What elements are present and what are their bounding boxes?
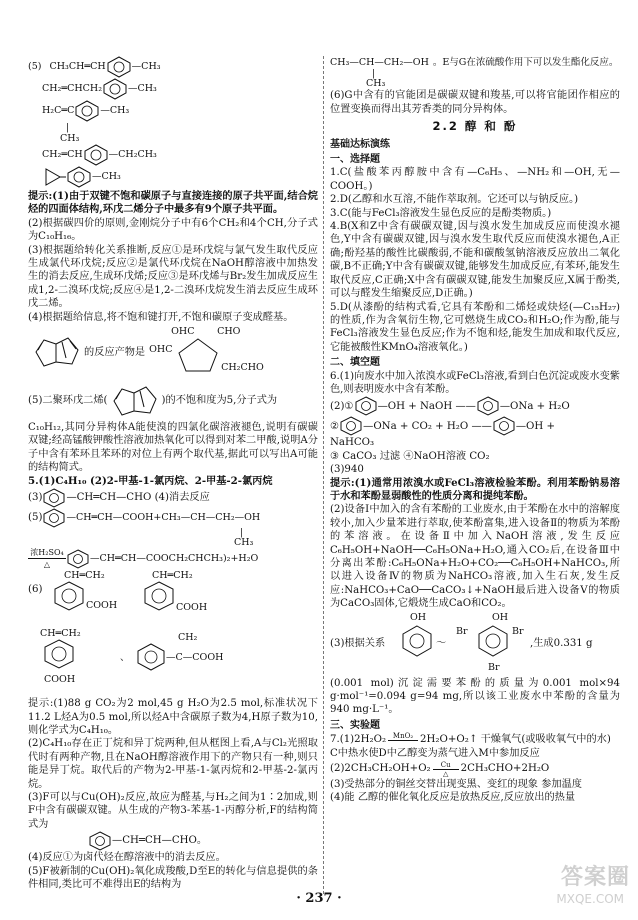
benzene-ring-icon <box>106 56 132 78</box>
part-title-choice: 一、选择题 <box>330 154 380 166</box>
hydroxyl-label: OH <box>410 611 427 623</box>
choice-2: 2.D(乙醇和水互溶,不能作萃取剂。它还可以与钠反应。) <box>330 194 579 206</box>
reaction-4 <box>28 325 318 381</box>
hint-8-structure <box>28 831 318 851</box>
cooh-label: COOH <box>176 602 208 614</box>
hint-4: (4)根据题给信息,将不饱和键打开,不饱和碳原子变成醛基。 <box>28 311 294 323</box>
text-fragment: —CH═CH—CHO (4)消去反应 <box>66 492 210 504</box>
answer-6-hint: (6)G中含有的官能团是碳碳双键和羧基,可以将官能团作相应的位置变换而得出其芳香类的同分异构体。 <box>330 90 620 115</box>
answer-5-5-product <box>28 548 318 569</box>
benzene-ring-icon <box>42 508 66 528</box>
structure-text: H₂C═C <box>42 105 75 117</box>
text-fragment: (3) <box>28 492 43 504</box>
part-title-experiment: 三、实验题 <box>330 719 380 731</box>
fill-6-2-nahco3: NaHCO₃ <box>330 437 375 449</box>
vinyl-label: CH═CH₂ <box>40 628 81 640</box>
structure-text: —CH₃ <box>128 83 157 95</box>
structure-text: —CH₂CH₃ <box>108 149 157 161</box>
text-fragment: (5)二聚环戊二烯( <box>28 395 108 407</box>
condition-label: 浓H₂SO₄ <box>30 548 64 558</box>
experiment-7-1 <box>330 732 620 747</box>
ch2cho-label: CH₂CHO <box>221 362 264 374</box>
fill-hint-1: 提示:(1)通常用浓溴水或FeCl₃溶液检验苯酚。利用苯酚钠易溶于水和苯酚显弱酸性的性质分离和提纯苯酚。 <box>330 476 620 502</box>
left-column <box>28 56 318 891</box>
text-fragment: (5) <box>28 512 43 524</box>
text-fragment: —ONa + H₂O <box>499 400 570 412</box>
choice-1: 1.C(盐酸苯丙醇胺中含有—C₆H₅、—NH₂和—OH,无—COOH。) <box>330 167 620 192</box>
structure-text: CH₃ <box>60 133 80 144</box>
benzene-ring-icon <box>66 166 92 188</box>
vinyl-label: CH═CH₂ <box>64 570 105 582</box>
structure-4 <box>28 144 318 166</box>
catalyst-label: Cu <box>440 760 451 769</box>
part-title-fill: 二、填空题 <box>330 357 380 369</box>
benzene-ring-icon <box>339 416 363 436</box>
benzene-ring-icon <box>42 488 66 508</box>
structure-text: CH₂═CH <box>42 149 83 161</box>
answer-6-structures: (6) CH═CH₂ COOH CH═CH₂ COOH CH═CH₂ COOH 、 CH₂ —C—COOH <box>28 570 224 686</box>
phenol-ring-icon <box>400 625 434 657</box>
text-fragment: —CH═CH—CHO。 <box>112 835 208 847</box>
cooh-label: COOH <box>86 600 118 612</box>
fill-6-2-3: ③ CaCO₃ 过滤 ④NaOH溶液 CO₂ <box>330 450 490 462</box>
benzene-ring-icon <box>88 831 112 851</box>
fill-6-2-reaction-1 <box>330 396 620 416</box>
ch2-label: CH₂ <box>178 632 198 644</box>
text-fragment: ,生成0.331 g <box>530 637 593 649</box>
benzene-ring-icon <box>83 144 109 166</box>
benzene-ring-icon <box>142 581 176 611</box>
hydroxyl-label: OH <box>492 611 509 623</box>
heat-label: △ <box>43 560 51 570</box>
question-label: (6) <box>28 584 43 596</box>
structure-1 <box>28 56 318 78</box>
cho-label: CHO <box>217 326 241 338</box>
structure-2 <box>28 78 318 100</box>
choice-4: 4.B(X和Z中含有碳碳双键,因与溴水发生加成反应而使溴水褪色,Y中含有碳碳双键,因与溴水发生取代反应而使溴水褪色,A正确;酚羟基的酸性比碳酸弱,不能和碳酸氢钠溶液反应放出二氧化碳,B不正确;Y中含有碳碳双键,能够发生加成反应,有苯环,能发生取代反应,C正确;X中含有碳碳双键,能发生加聚反应,X属于酚类,可以与醛发生缩聚反应,D正确。) <box>330 221 620 300</box>
text-fragment: —ONa + CO₂ + H₂O —— <box>363 420 492 432</box>
hint-6: 提示:(1)88 g CO₂为2 mol,45 g H₂O为2.5 mol,标准状况下11.2 L烃A为0.5 mol,所以烃A中含碳原子数为4,H原子数为10,则化学式为C₄H₁₀。 <box>28 698 318 736</box>
hint-1: 提示:(1)由于双键不饱和碳原子与直接连接的原子共平面,结合烷烃的四面体结构,环戊二烯分子中最多有9个原子共平面。 <box>28 190 318 216</box>
hint-9: (4)反应①为卤代烃在醇溶液中的消去反应。 <box>28 852 226 864</box>
page-number: · 237 · <box>296 891 342 906</box>
benzene-ring-icon <box>74 100 100 122</box>
fill-6-2-reaction-2 <box>330 416 620 436</box>
experiment-7-4: (4)能 乙醇的催化氧化反应是放热反应,反应放出的热量 <box>330 792 576 804</box>
benzene-ring-icon <box>492 416 516 436</box>
experiment-7-2: (2)2CH₃CH₂OH+O₂ Cu △ 2CH₃CHO+2H₂O <box>330 760 550 778</box>
hint-8: (3)F可以与Cu(OH)₂反应,故应为醛基,与H₂之间为1∶2加成,则F中含有碳碳双键。从生成的产物3-苯基-1-丙醇分析,F的结构简式为 <box>28 791 318 830</box>
structure-text: —CH₃ <box>131 61 161 73</box>
text-fragment: —CH═CH—COOH+CH₃—CH—CH₂—OH <box>66 512 261 524</box>
methyl-label: CH₃ <box>366 78 386 90</box>
experiment-7-1b: C中热水使D中乙醇变为蒸气进入M中参加反应 <box>330 748 540 760</box>
choice-5: 5.D(从漆酚的结构式看,它具有苯酚和二烯烃或炔烃(—C₁₅H₂₇)的性质,作为含氧衍生物,它可燃烧生成CO₂和H₂O;作为酚,能与FeCl₃溶液发生显色反应;作为不饱和烃,能发生加成和取代反应,它能被酸性KMnO₄溶液氧化。) <box>330 301 620 353</box>
benzene-ring-icon <box>52 581 86 611</box>
hint-5: C₁₀H₁₂,其同分异构体A能使溴的四氯化碳溶液褪色,说明有碳碳双键;经高锰酸钾酸性溶液加热氧化可以得到对苯二甲酸,说明A分子中含有苯环且苯环的对位上有两个取代基,据此可以写出A可能的结构简式。 <box>28 422 318 474</box>
fill-hint-3-structures: (3)根据关系 OH ～ OH Br Br Br ,生成0.331 g <box>330 611 593 673</box>
benzene-ring-icon <box>136 643 166 671</box>
dimer-structure-icon <box>108 381 162 421</box>
structure-text: —CH₃ <box>92 171 121 183</box>
text-fragment: (2)① <box>330 400 354 412</box>
benzene-ring-icon <box>42 639 76 669</box>
structure-text: CH₂═CHCH₂ <box>42 83 102 95</box>
vinyl-label: CH═CH₂ <box>152 570 193 582</box>
fill-6-3: (3)940 <box>330 464 364 476</box>
benzene-ring-icon <box>102 78 128 100</box>
structure-text: —CH₃ <box>100 105 130 117</box>
dimer-line <box>28 381 318 421</box>
text-fragment: 的反应产物是 <box>84 347 146 359</box>
cyclopentane-ring-icon <box>173 335 223 375</box>
alcohol-formula: CH₃—CH—CH₂—OH 。E与G在浓硫酸作用下可以发生酯化反应。 | CH₃ <box>330 57 619 90</box>
text-fragment: ② <box>330 420 340 432</box>
catalyst-label: MnO₂ <box>392 732 414 741</box>
cooh-label: COOH <box>44 674 76 686</box>
methyl-label: CH₃ <box>234 537 254 549</box>
structure-text: CH₃CH═CH <box>49 61 106 73</box>
answer-5: 5.(1)C₄H₁₀ (2)2-甲基-1-氯丙烷、2-甲基-2-氯丙烷 <box>28 474 273 487</box>
fill-6-1: 6.(1)向废水中加入浓溴水或FeCl₃溶液,看到白色沉淀或废水变紫色,则表明废水中含有苯酚。 <box>330 370 620 395</box>
experiment-7-3: (3)受热部分的铜丝交替出现变黑、变红的现象 参加温度 <box>330 778 582 790</box>
text-fragment: 7.(1)2H₂O₂ <box>330 734 387 746</box>
benzene-ring-icon <box>476 396 500 416</box>
hint-10: (5)F被新制的Cu(OH)₂氧化成羧酸,D至E的转化与信息提供的条件相同,类比可不难得出E的结构为 <box>28 865 318 890</box>
answer-5-5: (5) —CH═CH—COOH+CH₃—CH—CH₂—OH | CH₃ <box>28 508 318 548</box>
structure-3: H₂C═C —CH₃ | CH₃ <box>28 100 318 144</box>
ohc-label: OHC <box>171 326 195 338</box>
dicyclopentadiene-icon <box>28 328 84 378</box>
text-fragment: (2)2CH₃CH₂OH+O₂ <box>330 763 431 775</box>
carboxyl-label: —C—COOH <box>166 652 224 664</box>
question-label: (5) <box>28 61 42 73</box>
benzene-ring-icon <box>66 549 90 569</box>
text-fragment: —CH═CH—COOCH₂CHCH₃)₂+H₂O <box>90 552 259 564</box>
text-fragment: 2H₂O+O₂↑ 干燥氧气(或吸收氧气中的水) <box>420 734 611 746</box>
tribromophenol-ring-icon <box>476 625 510 657</box>
answer-5-3 <box>28 488 318 508</box>
watermark-logo: 答案圈 <box>560 865 630 890</box>
text-fragment: —OH + NaOH —— <box>377 400 476 412</box>
bromo-label: Br <box>512 625 524 637</box>
right-column <box>330 56 620 804</box>
hint-2: (2)根据碳四价的原则,金刚烷分子中有6个CH₂和4个CH,分子式为C₁₀H₁₆。 <box>28 217 318 243</box>
hint-3: (3)根据题给转化关系推断,反应①是环戊烷与氯气发生取代反应生成氯代环戊烷;反应②是氯代环戊烷在NaOH醇溶液中加热发生的消去反应,生成环戊烯;反应③是环戊烯与Br₂发生加成反应生成1,2-二溴环戊烷;反应④是1,2-二溴环戊烷发生消去反应生成环戊二烯。 <box>28 244 318 310</box>
text-fragment: (3)根据关系 <box>330 637 386 649</box>
text-fragment: 2CH₃CHO+2H₂O <box>460 763 550 775</box>
section-title: 2.2 醇 和 酚 <box>432 119 518 134</box>
text-fragment: 。E与G在浓硫酸作用下可以发生酯化反应。 <box>432 57 619 68</box>
text-fragment: —OH + <box>515 420 556 432</box>
column-divider <box>323 56 324 894</box>
choice-3: 3.C(能与FeCl₃溶液发生显色反应的是酚类物质。) <box>330 207 552 219</box>
watermark-url: MXQE.COM <box>556 892 624 906</box>
fill-hint-2: (2)设备Ⅰ中加入的含有苯酚的工业废水,由于苯酚在水中的溶解度较小,加入少量苯进行萃取,使苯酚富集,进入设备Ⅱ的物质为苯酚的苯溶液。在设备Ⅱ中加入NaOH溶液,发生反应C₆H₅OH+NaOH──C₆H₅ONa+H₂O,通入CO₂后,在设备Ⅲ中分离出苯酚:C₆H₅ONa+H₂O+CO₂──C₆H₅OH+NaHCO₃,所以进入设备Ⅳ的物质为NaHCO₃溶液,加入生石灰,发生反应:NaHCO₃+CaO──CaCO₃↓+NaOH最后进入设备Ⅴ的物质为CaCO₃固体,它煅烧生成CaO和CO₂。 <box>330 504 620 610</box>
subsection-title: 基础达标演练 <box>330 138 390 150</box>
bromo-label: Br <box>488 661 500 673</box>
ohc-label: OHC <box>149 344 173 356</box>
benzene-ring-icon <box>354 396 378 416</box>
text-fragment: )的不饱和度为5,分子式为 <box>161 395 278 407</box>
fill-hint-4: (0.001 mol)沉淀需要苯酚的质量为0.001 mol×94 g·mol⁻¹=0.094 g=94 mg,所以该工业废水中苯酚的含量为940 mg·L⁻¹。 <box>330 677 620 716</box>
cyclopropane-icon <box>42 166 66 188</box>
hint-7: (2)C₄H₁₀存在正丁烷和异丁烷两种,但从框图上看,A与Cl₂光照取代时有两种产物,且在NaOH醇溶液作用下的产物只有一种,则只能是异丁烷。取代后的产物为2-甲基-1-氯丙烷和2-甲基-2-氯丙烷。 <box>28 738 318 790</box>
bromo-label: Br <box>456 625 468 637</box>
formula-text: CH₃—CH—CH₂—OH <box>330 57 429 68</box>
structure-5 <box>28 166 318 188</box>
